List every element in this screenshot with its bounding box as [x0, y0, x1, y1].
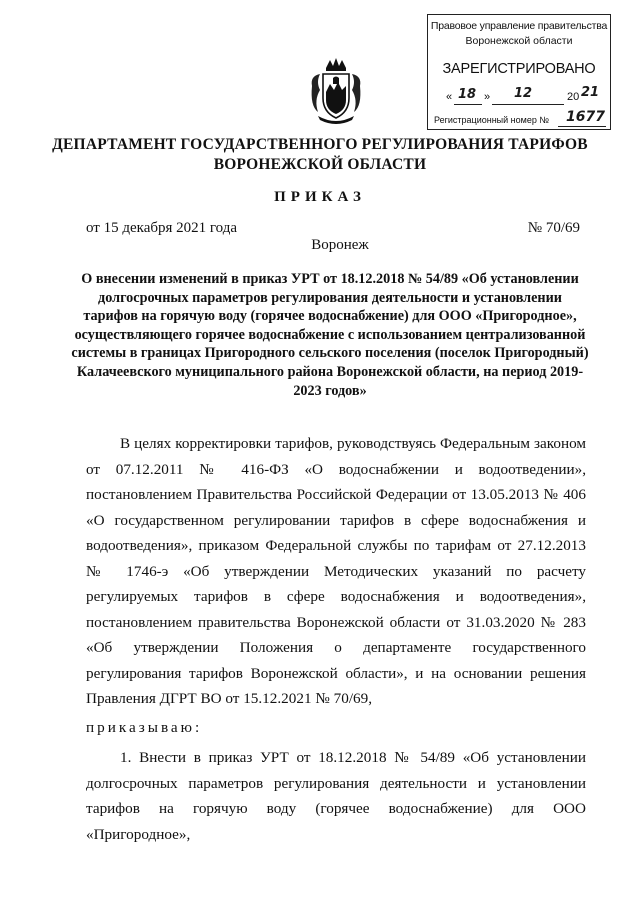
stamp-date-close-quote: »: [484, 91, 491, 103]
document-type: ПРИКАЗ: [274, 189, 366, 205]
registration-stamp: [427, 14, 611, 130]
coat-of-arms-emblem: [306, 56, 366, 126]
stamp-date: [436, 85, 604, 109]
city: Воронеж: [311, 237, 369, 253]
stamp-status: ЗАРЕГИСТРИРОВАНО: [442, 61, 596, 77]
stamp-date-open-quote: «: [446, 91, 453, 103]
preamble-paragraph: В целях корректировки тарифов, руководствуясь Федеральным законом от 07.12.2011 № 416-ФЗ «О водоснабжении и водоотведении», постановлением Правительства Российской Федерации от 13.05.2013 № 406 «О государственном регулировании тарифов в сфере водоснабжения и водоотведения», приказом Федеральной службы по тарифам от 27.12.2013 № 1746-э «Об утверждении Методических указаний по расчету регулируемых тарифов в сфере водоснабжения и водоотведения», постановлением правительства Воронежской области от 31.03.2020 № 283 «Об утверждении Положения о департаменте государственного регулирования тарифов Воронежской области», и на основании решения Правления ДГРТ ВО от 15.12.2021 № 70/69,: [86, 435, 586, 707]
stamp-authority-line1: Правовое управление правительства: [430, 20, 608, 32]
stamp-authority-line2: Воронежской области: [465, 35, 573, 47]
stamp-month-underline: [492, 104, 564, 105]
order-number: № 70/69: [527, 220, 580, 236]
decree-word: приказываю:: [86, 719, 203, 736]
stamp-reg-underline: [558, 126, 606, 127]
stamp-day-underline: [454, 104, 482, 105]
order-title: О внесении изменений в приказ УРТ от 18.12.2018 № 54/89 «Об установлении долгосрочных параметров регулирования деятельности и установлении тарифов на горячую воду (горячее водоснабжение) для ООО «Пригородное», осуществляющего горячее водоснабжение с использованием централизованной системы в границах Пригородного сельского поселения (поселок Пригородный) Калачеевского муниципального района Воронежской области, на период 2019-2023 годов»: [71, 271, 589, 399]
order-item-1: 1. Внести в приказ УРТ от 18.12.2018 № 54/89 «Об установлении долгосрочных параметров регулирования деятельности и установлении тарифов на горячую воду (горячее водоснабжение) для ООО «Пригородное»,: [86, 749, 586, 843]
stamp-day: 18: [458, 87, 477, 102]
stamp-year: 21: [581, 85, 600, 100]
stamp-reg-number: 1677: [566, 109, 605, 125]
stamp-registration: [434, 111, 606, 129]
department-name: ДЕПАРТАМЕНТ ГОСУДАРСТВЕННОГО РЕГУЛИРОВАНИЯ ТАРИФОВ ВОРОНЕЖСКОЙ ОБЛАСТИ: [52, 136, 588, 173]
stamp-month: 12: [514, 86, 533, 101]
order-date: от 15 декабря 2021 года: [86, 220, 238, 236]
stamp-reg-label: Регистрационный номер №: [434, 115, 550, 125]
stamp-year-prefix: 20: [567, 91, 580, 103]
